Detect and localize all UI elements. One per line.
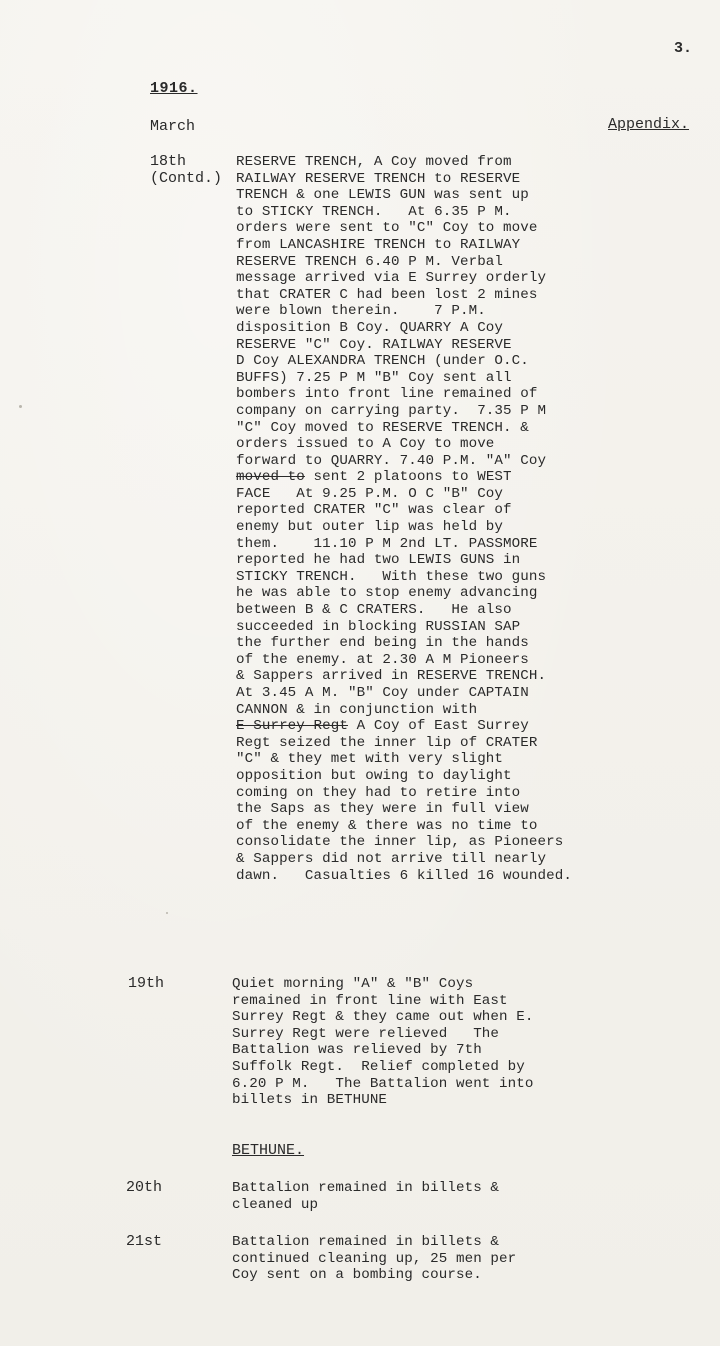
entry-date-19th: 19th bbox=[128, 975, 165, 992]
text-line: disposition B Coy. QUARRY A Coy bbox=[236, 319, 504, 336]
text-line: moved to sent 2 platoons to WEST bbox=[236, 469, 512, 486]
struck-text: E Surrey Regt bbox=[236, 718, 348, 735]
text-line: reported he had two LEWIS GUNS in bbox=[236, 552, 521, 569]
text-line: BUFFS) 7.25 P M "B" Coy sent all bbox=[236, 369, 512, 386]
text-line: were blown therein. 7 P.M. bbox=[236, 303, 486, 320]
text-line: Surrey Regt & they came out when E. bbox=[232, 1009, 534, 1026]
text-line: Quiet morning "A" & "B" Coys bbox=[232, 976, 474, 992]
text-line: Regt seized the inner lip of CRATER bbox=[236, 734, 538, 751]
text-line: FACE At 9.25 P.M. O C "B" Coy bbox=[236, 485, 504, 502]
text-line: bombers into front line remained of bbox=[236, 386, 538, 403]
text-line: of the enemy. at 2.30 A M Pioneers bbox=[236, 651, 529, 668]
entry-text-18th bbox=[236, 154, 572, 884]
text-line: Battalion was relieved by 7th bbox=[232, 1042, 482, 1059]
text-line: CANNON & in conjunction with bbox=[236, 701, 478, 718]
text-line: orders were sent to "C" Coy to move bbox=[236, 220, 538, 237]
text-line: opposition but owing to daylight bbox=[236, 767, 512, 784]
text-line: cleaned up bbox=[232, 1196, 319, 1213]
struck-text: moved to bbox=[236, 469, 305, 486]
text-line: reported CRATER "C" was clear of bbox=[236, 502, 512, 519]
text-line: RESERVE TRENCH, A Coy moved from bbox=[236, 154, 512, 170]
entry-text-20th bbox=[232, 1180, 499, 1213]
text-line: STICKY TRENCH. With these two guns bbox=[236, 568, 547, 585]
text-line: between B & C CRATERS. He also bbox=[236, 602, 512, 619]
text-line: succeeded in blocking RUSSIAN SAP bbox=[236, 618, 521, 635]
text-line: that CRATER C had been lost 2 mines bbox=[236, 286, 538, 303]
text-line: dawn. Casualties 6 killed 16 wounded. bbox=[236, 867, 572, 884]
text-line: coming on they had to retire into bbox=[236, 784, 521, 801]
text-line: consolidate the inner lip, as Pioneers bbox=[236, 834, 564, 851]
text-line: & Sappers did not arrive till nearly bbox=[236, 850, 547, 867]
location-heading: BETHUNE. bbox=[232, 1142, 305, 1159]
text-line: orders issued to A Coy to move bbox=[236, 436, 495, 453]
text-line: E Surrey Regt A Coy of East Surrey bbox=[236, 718, 529, 735]
text-line: message arrived via E Surrey orderly bbox=[236, 270, 547, 287]
text-line: continued cleaning up, 25 men per bbox=[232, 1250, 517, 1267]
text-line: company on carrying party. 7.35 P M bbox=[236, 402, 547, 419]
entry-text-21st bbox=[232, 1234, 516, 1284]
text-line: the further end being in the hands bbox=[236, 635, 529, 652]
text-line: 6.20 P M. The Battalion went into bbox=[232, 1075, 534, 1092]
text-line: he was able to stop enemy advancing bbox=[236, 585, 538, 602]
text-line: Coy sent on a bombing course. bbox=[232, 1267, 482, 1284]
text-line: RESERVE "C" Coy. RAILWAY RESERVE bbox=[236, 336, 512, 353]
text-line: "C" & they met with very slight bbox=[236, 751, 504, 768]
text-line: to STICKY TRENCH. At 6.35 P M. bbox=[236, 203, 512, 220]
text-line: Battalion remained in billets & bbox=[232, 1180, 500, 1196]
text-line: & Sappers arrived in RESERVE TRENCH. bbox=[236, 668, 547, 685]
text-line: "C" Coy moved to RESERVE TRENCH. & bbox=[236, 419, 529, 436]
paper-speck bbox=[19, 405, 22, 408]
entry-date-21st: 21st bbox=[126, 1233, 163, 1250]
text-line: At 3.45 A M. "B" Coy under CAPTAIN bbox=[236, 685, 529, 701]
month-heading: March bbox=[150, 118, 196, 135]
page-number: 3. bbox=[674, 40, 693, 57]
entry-text-19th bbox=[232, 976, 534, 1109]
entry-date-18th: 18th (Contd.) bbox=[150, 153, 223, 187]
year-heading: 1916. bbox=[150, 80, 198, 97]
text-line: remained in front line with East bbox=[232, 992, 508, 1009]
text-line: Surrey Regt were relieved The bbox=[232, 1025, 500, 1042]
text-line: forward to QUARRY. 7.40 P.M. "A" Coy bbox=[236, 452, 547, 469]
text-line: Battalion remained in billets & bbox=[232, 1234, 500, 1250]
text-line: D Coy ALEXANDRA TRENCH (under O.C. bbox=[236, 353, 529, 370]
text-line: RAILWAY RESERVE TRENCH to RESERVE bbox=[236, 170, 521, 187]
appendix-label: Appendix. bbox=[608, 116, 690, 133]
text-line: billets in BETHUNE bbox=[232, 1092, 388, 1109]
text-line: the Saps as they were in full view bbox=[236, 801, 529, 818]
text-line: of the enemy & there was no time to bbox=[236, 817, 538, 834]
paper-speck bbox=[166, 912, 168, 914]
text-line: enemy but outer lip was held by bbox=[236, 519, 504, 536]
text-line: RESERVE TRENCH 6.40 P M. Verbal bbox=[236, 253, 504, 270]
text-line: Suffolk Regt. Relief completed by bbox=[232, 1058, 525, 1075]
entry-date-20th: 20th bbox=[126, 1179, 163, 1196]
text-line: them. 11.10 P M 2nd LT. PASSMORE bbox=[236, 535, 538, 552]
text-line: TRENCH & one LEWIS GUN was sent up bbox=[236, 187, 529, 204]
text-line: from LANCASHIRE TRENCH to RAILWAY bbox=[236, 236, 521, 253]
